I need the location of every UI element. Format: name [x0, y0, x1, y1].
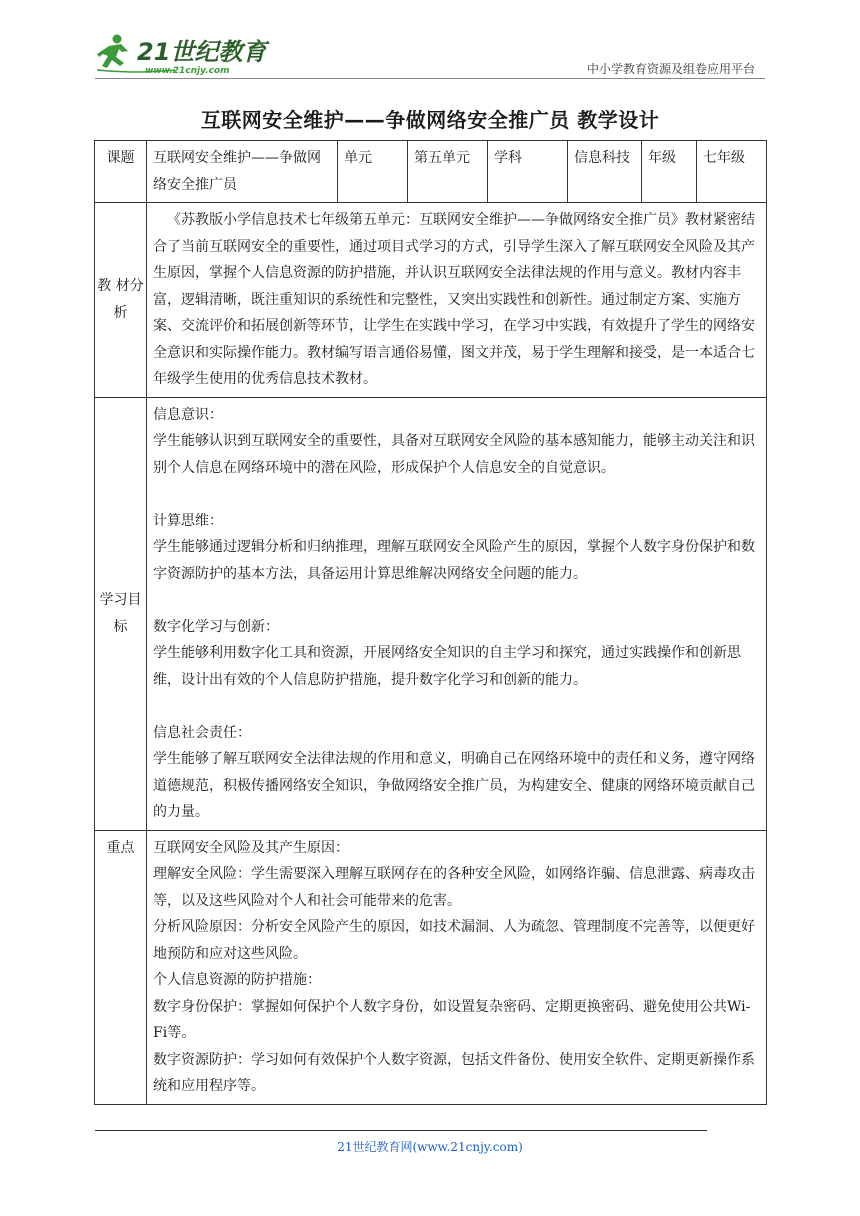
goal-text: 学生能够了解互联网安全法律法规的作用和意义，明确自己在网络环境中的责任和义务，遵守网络道德规范，积极传播网络安全知识，争做网络安全推广员，为构建安全、健康的网络环境贡献自己的力量。	[153, 751, 755, 820]
svg-text:21世纪教育: 21世纪教育	[137, 38, 267, 66]
goal-heading: 信息社会责任：	[153, 724, 251, 741]
platform-name: 中小学教育资源及组卷应用平台	[586, 62, 755, 76]
key-point-line: 数字身份保护：掌握如何保护个人数字身份，如设置复杂密码、定期更换密码、避免使用公共Wi-Fi等。	[153, 998, 751, 1041]
unit-label: 单元	[338, 141, 408, 203]
svg-text:www.21cnjy.com: www.21cnjy.com	[145, 66, 230, 76]
goals-content	[147, 397, 767, 830]
goals-row	[95, 397, 767, 830]
topic-label: 课题	[95, 141, 147, 203]
key-point-line: 互联网安全风险及其产生原因：	[153, 839, 349, 856]
topic-value: 互联网安全维护——争做网络安全推广员	[147, 141, 338, 203]
key-point-line: 理解安全风险：学生需要深入理解互联网存在的各种安全风险，如网络诈骗、信息泄露、病毒攻击等，以及这些风险对个人和社会可能带来的危害。	[153, 866, 755, 909]
goals-label: 学习目标	[95, 397, 147, 830]
goal-heading: 计算思维：	[153, 512, 223, 529]
key-points-row	[95, 830, 767, 1104]
key-point-line: 个人信息资源的防护措施：	[153, 972, 321, 988]
analysis-text: 《苏教版小学信息技术七年级第五单元：互联网安全维护——争做网络安全推广员》教材紧密结合了当前互联网安全的重要性，通过项目式学习的方式，引导学生深入了解互联网安全风险及其产生原因，掌握个人信息资源的防护措施，并认识互联网安全法律法规的作用与意义。教材内容丰富，逻辑清晰，既注重知识的系统性和完整性，又突出实践性和创新性。通过制定方案、实施方案、交流评价和拓展创新等环节，让学生在实践中学习，在学习中实践，有效提升了学生的网络安全意识和实际操作能力。教材编写语言通俗易懂，图文并茂，易于学生理解和接受，是一本适合七年级学生使用的优秀信息技术教材。	[153, 212, 755, 387]
lesson-plan-table	[94, 140, 767, 1105]
goal-text: 学生能够通过逻辑分析和归纳推理，理解互联网安全风险产生的原因，掌握个人数字身份保护和数字资源防护的基本方法，具备运用计算思维解决网络安全问题的能力。	[153, 539, 755, 582]
analysis-row	[95, 203, 767, 398]
footer-divider	[95, 1130, 707, 1131]
goal-text: 学生能够利用数字化工具和资源，开展网络安全知识的自主学习和探究，通过实践操作和创新思维，设计出有效的个人信息防护措施，提升数字化学习和创新的能力。	[153, 645, 741, 688]
key-points-label: 重点	[95, 830, 147, 1104]
grade-label: 年级	[642, 141, 697, 203]
key-points-content	[147, 830, 767, 1104]
subject-label: 学科	[488, 141, 568, 203]
unit-value: 第五单元	[408, 141, 488, 203]
goal-heading: 信息意识：	[153, 406, 223, 423]
analysis-content	[147, 203, 767, 398]
logo-21cnjy	[95, 30, 295, 76]
info-row	[95, 141, 767, 203]
grade-value: 七年级	[697, 141, 767, 203]
goal-heading: 数字化学习与创新：	[153, 618, 279, 635]
analysis-label: 教 材分析	[95, 203, 147, 398]
key-point-line: 分析风险原因：分析安全风险产生的原因，如技术漏洞、人为疏忽、管理制度不完善等，以便更好地预防和应对这些风险。	[153, 919, 755, 962]
footer-link[interactable]: 21世纪教育网(www.21cnjy.com)	[337, 1140, 523, 1154]
page-header	[95, 30, 765, 78]
goal-text: 学生能够认识到互联网安全的重要性，具备对互联网安全风险的基本感知能力，能够主动关注和识别个人信息在网络环境中的潜在风险，形成保护个人信息安全的自觉意识。	[153, 433, 755, 476]
subject-value: 信息科技	[568, 141, 642, 203]
document-title: 互联网安全维护——争做网络安全推广员 教学设计	[200, 108, 660, 132]
header-divider	[95, 78, 765, 79]
key-point-line: 数字资源防护：学习如何有效保护个人数字资源，包括文件备份、使用安全软件、定期更新操作系统和应用程序等。	[153, 1051, 755, 1094]
